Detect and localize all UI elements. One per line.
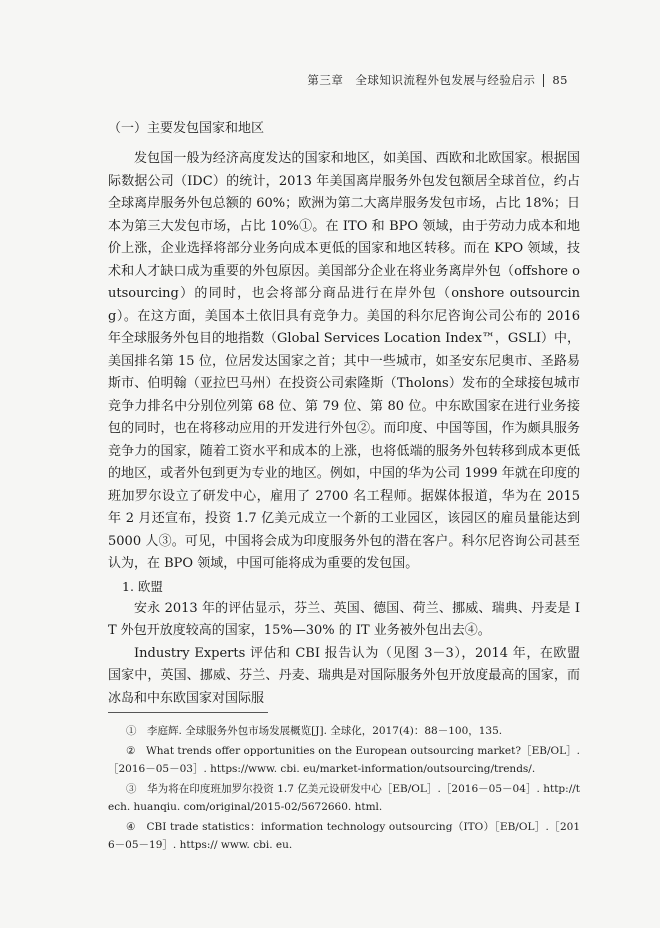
footnote-divider — [108, 712, 268, 713]
footnote: ① 李庭辉. 全球服务外包市场发展概览[J]. 全球化，2017(4)：88－100，135. — [126, 725, 503, 737]
footnotes — [108, 722, 580, 856]
subsection-heading: 1. 欧盟 — [122, 578, 163, 594]
body-paragraph: Industry Experts 评估和 CBI 报告认为（见图 3－3），2014 年，在欧盟国家中，英国、挪威、芬兰、丹麦、瑞典是对国际服务外包开放度最高的国家，而冰岛和中东欧国家对国际服 — [108, 645, 580, 706]
footnote: ④ CBI trade statistics：information technology outsourcing（ITO）［EB/OL］.［2016－05－19］. https:// www. cbi. eu. — [108, 820, 580, 851]
footnote: ② What trends offer opportunities on the European outsourcing market?［EB/OL］.［2016－05－03］. https://www. cbi. eu/market-information/outsourcing/trends/. — [108, 744, 580, 775]
body-paragraph: 发包国一般为经济高度发达的国家和地区，如美国、西欧和北欧国家。根据国际数据公司（IDC）的统计，2013 年美国离岸服务外包发包额居全球首位，约占全球离岸服务外包总额的 60%；欧洲为第二大离岸服务发包市场，占比 18%；日本为第三大发包市场，占比 10%①。在 ITO 和 BPO 领域，由于劳动力成本和地价上涨，企业选择将部分业务向成本更低的国家和地区转移。而在 KPO 领域，技术和人才缺口成为重要的外包原因。美国部分企业在将业务离岸外包（offshore outsourcing）的同时，也会将部分商品进行在岸外包（onshore outsourcing）。在这方面，美国本土依旧具有竞争力。美国的科尔尼咨询公司公布的 2016 年全球服务外包目的地指数（Global Services Location Index™，GSLI）中，美国排名第 15 位，位居发达国家之首；其中一些城市，如圣安东尼奥市、圣路易斯市、伯明翰（亚拉巴马州）在投资公司索隆斯（Tholons）发布的全球接包城市竞争力排名中分别位列第 68 位、第 79 位、第 80 位。中东欧国家在进行业务接包的同时，也在将移动应用的开发进行外包②。而印度、中国等国，作为颇具服务竞争力的国家，随着工资水平和成本的上涨，也将低端的服务外包转移到成本更低的地区，或者外包到更为专业的地区。例如，中国的华为公司 1999 年就在印度的班加罗尔设立了研发中心，雇用了 2700 名工程师。据媒体报道，华为在 2015 年 2 月还宣布，投资 1.7 亿美元成立一个新的工业园区，该园区的雇员量能达到 5000 人③。可见，中国将会成为印度服务外包的潜在客户。科尔尼咨询公司甚至认为，在 BPO 领域，中国可能将成为重要的发包国。 — [108, 151, 580, 571]
section-heading: （一）主要发包国家和地区 — [108, 121, 265, 136]
header-divider — [543, 74, 544, 87]
body-content — [108, 118, 580, 710]
body-paragraph: 安永 2013 年的评估显示，芬兰、英国、德国、荷兰、挪威、瑞典、丹麦是 IT 外包开放度较高的国家，15%—30% 的 IT 业务被外包出去④。 — [108, 600, 580, 638]
footnote: ③ 华为将在印度班加罗尔投资 1.7 亿美元设研发中心［EB/OL］.［2016－05－04］. http://tech. huanqiu. com/original/2015-02/5672660. html. — [108, 782, 580, 813]
running-header — [307, 72, 568, 88]
page-number: 85 — [552, 73, 568, 87]
chapter-title: 第三章 全球知识流程外包发展与经验启示 — [307, 73, 536, 87]
